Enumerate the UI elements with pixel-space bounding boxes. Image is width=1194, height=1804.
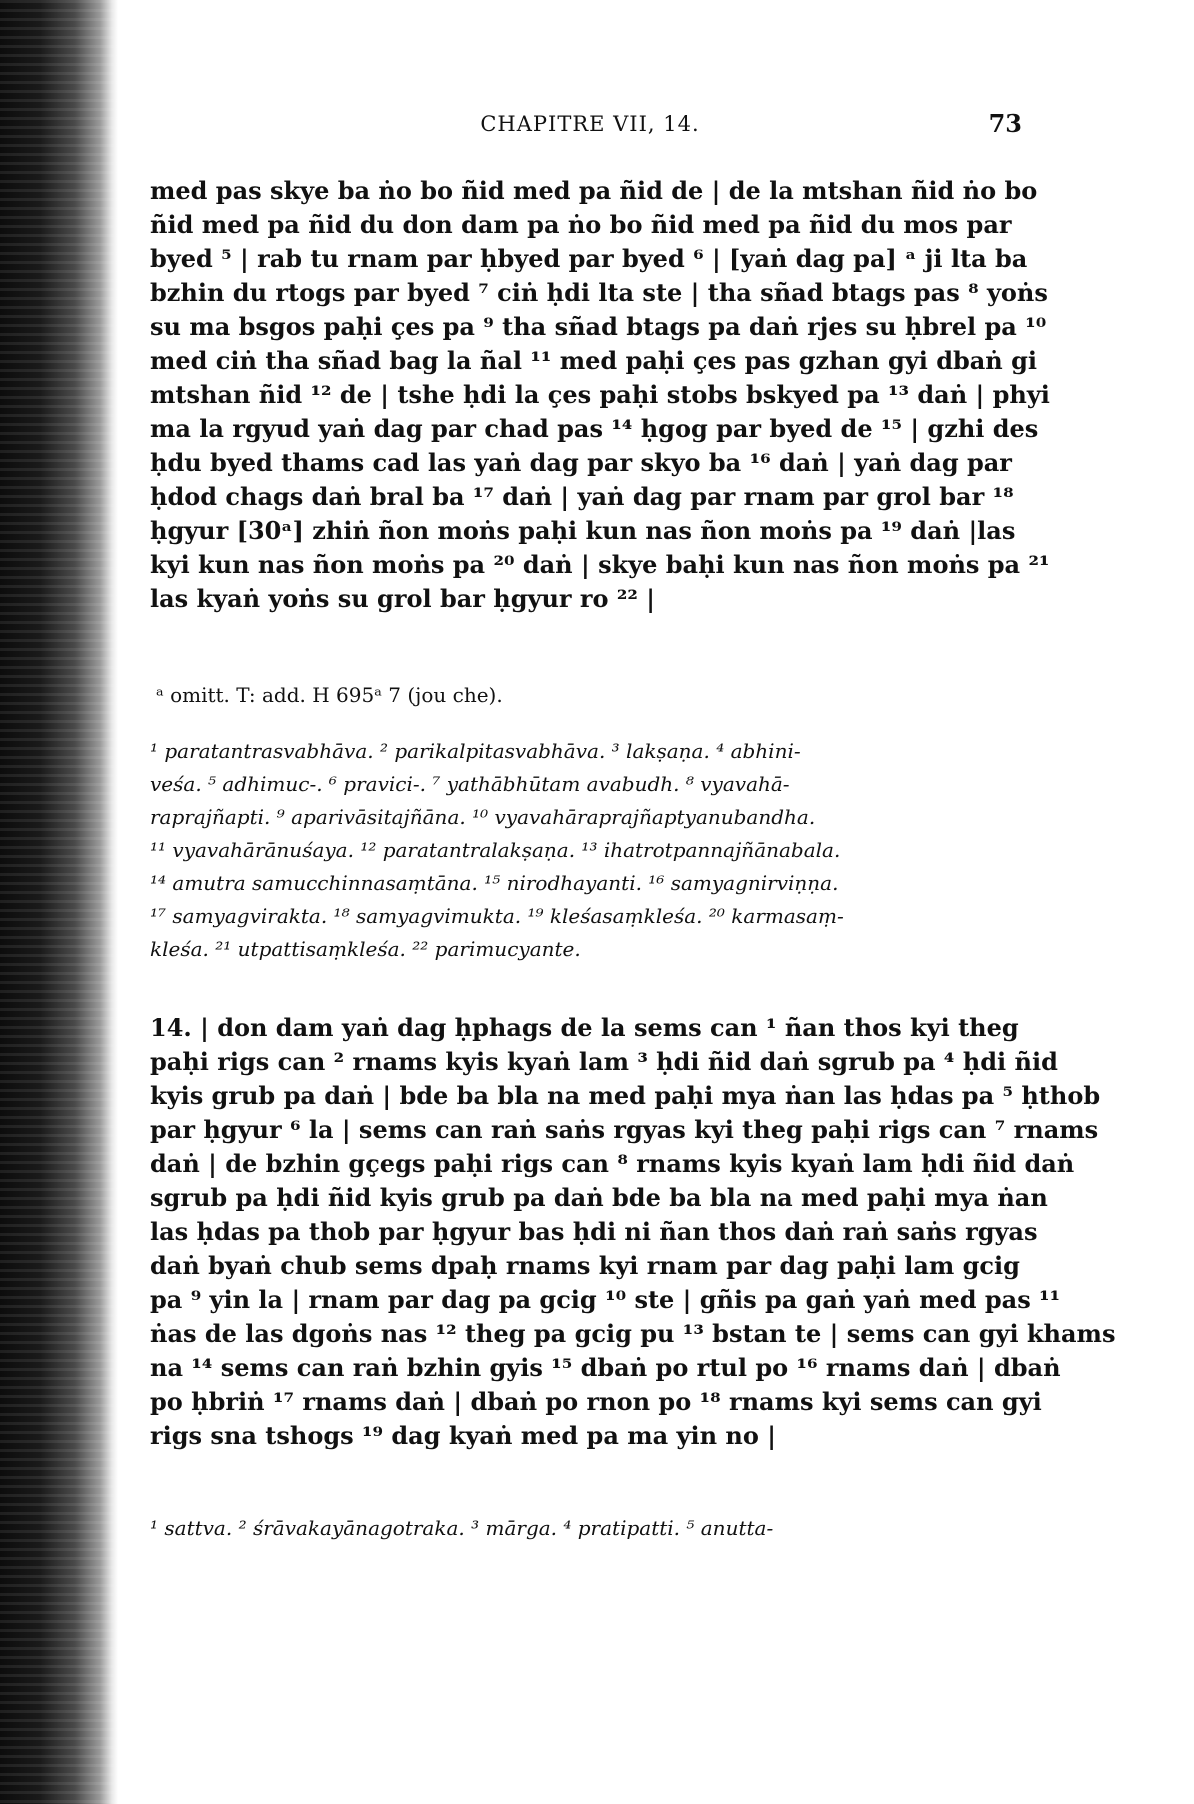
text-line: las ḥdas pa thob par ḥgyur bas ḥdi ni ñan thos daṅ raṅ saṅs rgyas bbox=[150, 1217, 1038, 1246]
gloss-line: ¹⁷ samyagvirakta. ¹⁸ samyagvimukta. ¹⁹ kleśasaṃkleśa. ²⁰ karmasaṃ- bbox=[150, 904, 844, 928]
text-line: daṅ byaṅ chub sems dpaḥ rnams kyi rnam par dag paḥi lam gcig bbox=[150, 1251, 1020, 1280]
gloss-line: veśa. ⁵ adhimuc-. ⁶ pravici-. ⁷ yathābhūtam avabudh. ⁸ vyavahā- bbox=[150, 772, 790, 796]
gloss-line: ¹ sattva. ² śrāvakayānagotraka. ³ mārga. ⁴ pratipatti. ⁵ anutta- bbox=[150, 1516, 774, 1540]
text-line: ma la rgyud yaṅ dag par chad pas ¹⁴ ḥgog par byed de ¹⁵ | gzhi des bbox=[150, 414, 1039, 443]
textual-apparatus-note: ᵃ omitt. T: add. H 695ᵃ 7 (jou che). bbox=[156, 683, 503, 707]
gloss-line: raprajñapti. ⁹ aparivāsitajñāna. ¹⁰ vyavahāraprajñaptyanubandha. bbox=[150, 805, 816, 829]
text-line: 14. | don dam yaṅ dag ḥphags de la sems can ¹ ñan thos kyi theg bbox=[150, 1013, 1019, 1042]
scanned-binding-shadow bbox=[0, 0, 118, 1804]
gloss-line: ¹¹ vyavahārānuśaya. ¹² paratantralakṣaṇa. ¹³ ihatrotpannajñānabala. bbox=[150, 838, 841, 862]
page-number: 73 bbox=[988, 109, 1022, 138]
paragraph-continuation bbox=[150, 174, 1050, 616]
text-line: kyis grub pa daṅ | bde ba bla na med paḥi mya ṅan las ḥdas pa ⁵ ḥthob bbox=[150, 1081, 1101, 1110]
text-line: ḥdod chags daṅ bral ba ¹⁷ daṅ | yaṅ dag par rnam par grol bar ¹⁸ bbox=[150, 482, 1014, 511]
text-line: med ciṅ tha sñad bag la ñal ¹¹ med paḥi çes pas gzhan gyi dbaṅ gi bbox=[150, 346, 1038, 375]
running-header bbox=[150, 109, 1030, 142]
book-page bbox=[150, 0, 1116, 1804]
paragraph-section-14 bbox=[150, 1011, 1116, 1453]
gloss-line: kleśa. ²¹ utpattisaṃkleśa. ²² parimucyante. bbox=[150, 937, 581, 961]
gloss-line: ¹⁴ amutra samucchinnasaṃtāna. ¹⁵ nirodhayanti. ¹⁶ samyagnirviṇṇa. bbox=[150, 871, 839, 895]
text-line: ṅas de las dgoṅs nas ¹² theg pa gcig pu ¹³ bstan te | sems can gyi khams bbox=[150, 1319, 1116, 1348]
text-line: ḥgyur [30ᵃ] zhiṅ ñon moṅs paḥi kun nas ñon moṅs pa ¹⁹ daṅ |las bbox=[150, 516, 1016, 545]
sanskrit-glosses bbox=[150, 1512, 1030, 1545]
text-line: na ¹⁴ sems can raṅ bzhin gyis ¹⁵ dbaṅ po rtul po ¹⁶ rnams daṅ | dbaṅ bbox=[150, 1353, 1061, 1382]
text-line: paḥi rigs can ² rnams kyis kyaṅ lam ³ ḥdi ñid daṅ sgrub pa ⁴ ḥdi ñid bbox=[150, 1047, 1058, 1076]
text-line: po ḥbriṅ ¹⁷ rnams daṅ | dbaṅ po rnon po ¹⁸ rnams kyi sems can gyi bbox=[150, 1387, 1042, 1416]
text-line: kyi kun nas ñon moṅs pa ²⁰ daṅ | skye baḥi kun nas ñon moṅs pa ²¹ bbox=[150, 550, 1050, 579]
text-line: pa ⁹ yin la | rnam par dag pa gcig ¹⁰ ste | gñis pa gaṅ yaṅ med pas ¹¹ bbox=[150, 1285, 1061, 1314]
text-line: rigs sna tshogs ¹⁹ dag kyaṅ med pa ma yin no | bbox=[150, 1421, 776, 1450]
text-line: daṅ | de bzhin gçegs paḥi rigs can ⁸ rnams kyis kyaṅ lam ḥdi ñid daṅ bbox=[150, 1149, 1075, 1178]
chapter-title: CHAPITRE VII, 14. bbox=[480, 112, 700, 136]
sanskrit-glosses bbox=[150, 735, 1030, 966]
text-line: las kyaṅ yoṅs su grol bar ḥgyur ro ²² | bbox=[150, 584, 656, 613]
text-line: su ma bsgos paḥi çes pa ⁹ tha sñad btags pa daṅ rjes su ḥbrel pa ¹⁰ bbox=[150, 312, 1047, 341]
text-line: bzhin du rtogs par byed ⁷ ciṅ ḥdi lta ste | tha sñad btags pas ⁸ yoṅs bbox=[150, 278, 1048, 307]
text-line: ñid med pa ñid du don dam pa ṅo bo ñid med pa ñid du mos par bbox=[150, 210, 1012, 239]
text-line: sgrub pa ḥdi ñid kyis grub pa daṅ bde ba bla na med paḥi mya ṅan bbox=[150, 1183, 1048, 1212]
text-line: par ḥgyur ⁶ la | sems can raṅ saṅs rgyas kyi theg paḥi rigs can ⁷ rnams bbox=[150, 1115, 1099, 1144]
gloss-line: ¹ paratantrasvabhāva. ² parikalpitasvabhāva. ³ lakṣaṇa. ⁴ abhini- bbox=[150, 739, 801, 763]
text-line: mtshan ñid ¹² de | tshe ḥdi la çes paḥi stobs bskyed pa ¹³ daṅ | phyi bbox=[150, 380, 1050, 409]
text-line: byed ⁵ | rab tu rnam par ḥbyed par byed ⁶ | [yaṅ dag pa] ᵃ ji lta ba bbox=[150, 244, 1028, 273]
text-line: med pas skye ba ṅo bo ñid med pa ñid de | de la mtshan ñid ṅo bo bbox=[150, 176, 1038, 205]
text-line: ḥdu byed thams cad las yaṅ dag par skyo ba ¹⁶ daṅ | yaṅ dag par bbox=[150, 448, 1012, 477]
